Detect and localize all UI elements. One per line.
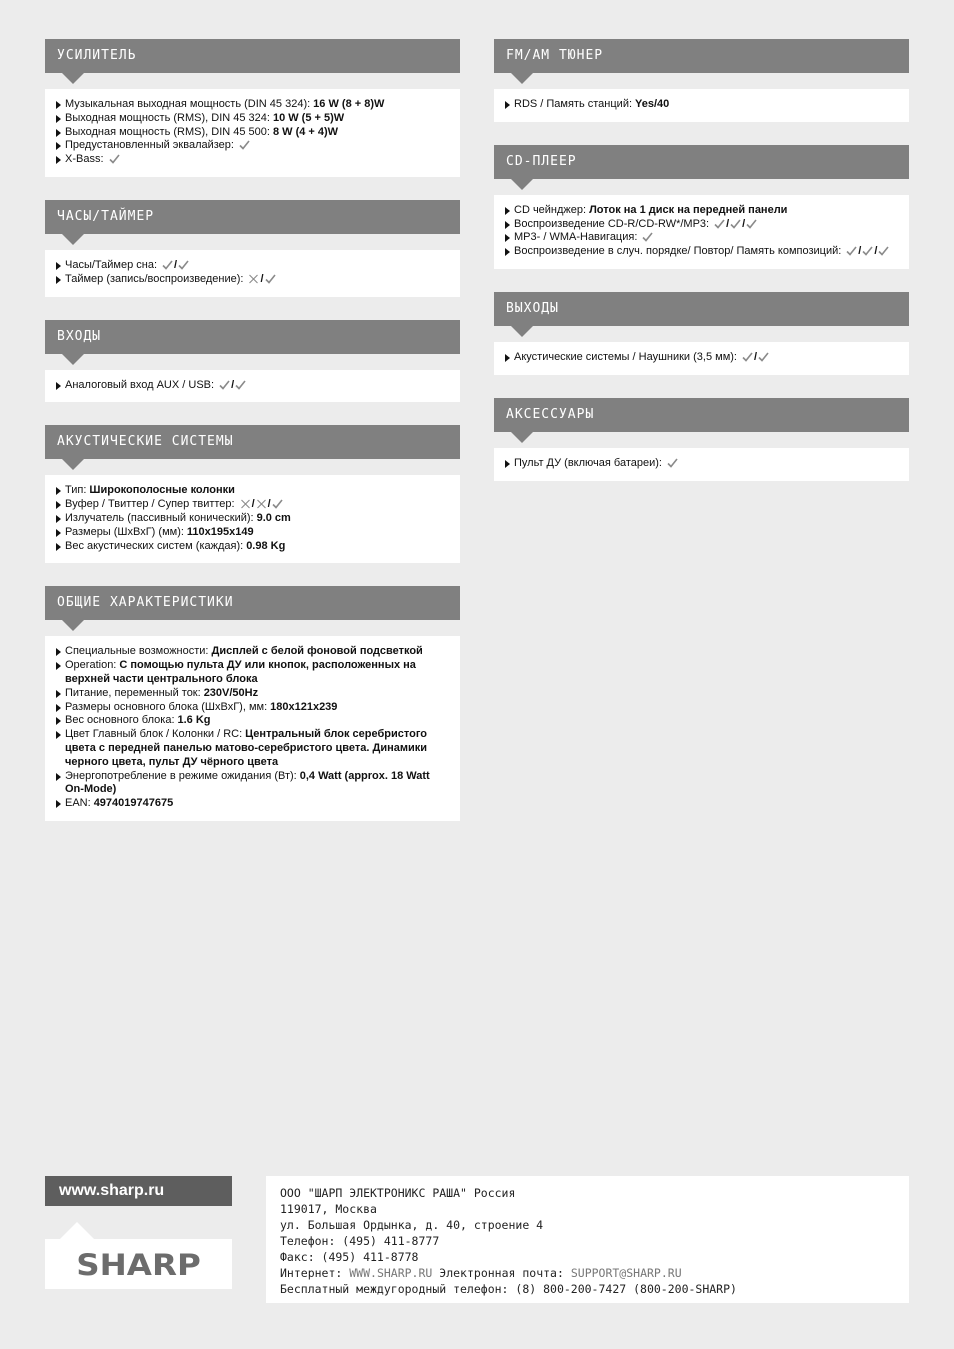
internet-link[interactable]: WWW.SHARP.RU — [349, 1266, 433, 1280]
spec-item — [55, 512, 448, 526]
spec-item — [504, 204, 897, 218]
spec-label: Выходная мощность (RMS), DIN 45 324: — [65, 111, 270, 124]
spec-symbols — [248, 273, 275, 287]
symbol-separator: / — [726, 217, 730, 230]
contact-free-phone: Бесплатный междугородный телефон: (8) 800-200-7427 (800-200-SHARP) — [280, 1282, 737, 1296]
spec-item — [55, 526, 448, 540]
spec-label: CD чейнджер: — [514, 203, 587, 216]
section-body — [45, 475, 460, 563]
symbol-separator: / — [231, 378, 235, 391]
check-icon — [878, 246, 889, 256]
check-icon — [235, 380, 246, 390]
check-icon — [178, 260, 189, 270]
spec-item — [55, 126, 448, 140]
spec-label: Размеры основного блока (ШхВхГ), мм: — [65, 700, 268, 713]
spec-label: Вес акустических систем (каждая): — [65, 539, 244, 552]
check-icon — [730, 219, 741, 229]
spec-item — [55, 273, 448, 287]
symbol-separator: / — [858, 245, 862, 258]
email-label: Электронная почта: — [439, 1266, 564, 1280]
section-body — [494, 89, 909, 122]
spec-section — [45, 320, 460, 403]
spec-label: Музыкальная выходная мощность (DIN 45 324): — [65, 98, 311, 110]
check-icon — [219, 380, 230, 390]
spec-item — [55, 701, 448, 715]
spec-value: Дисплей с белой фоновой подсветкой — [211, 645, 423, 658]
section-body — [494, 448, 909, 481]
spec-label: Тип: — [65, 484, 87, 497]
spec-symbols — [742, 351, 769, 365]
spec-symbols — [219, 379, 246, 393]
spec-section — [45, 586, 460, 821]
spec-section — [45, 425, 460, 563]
website-link[interactable]: www.sharp.ru — [59, 1182, 165, 1199]
section-title: ЧАСЫ/ТАЙМЕР — [45, 200, 460, 234]
email-link[interactable]: SUPPORT@SHARP.RU — [570, 1266, 682, 1280]
spec-item — [504, 98, 897, 112]
check-icon — [746, 219, 757, 229]
website-banner[interactable] — [45, 1176, 232, 1206]
spec-item — [504, 351, 897, 365]
spec-item — [55, 770, 448, 798]
spec-symbols — [642, 231, 653, 245]
spec-label: Излучатель (пассивный конический): — [65, 511, 254, 524]
spec-value: Лоток на 1 диск на передней панели — [589, 203, 788, 216]
contact-phone: Телефон: (495) 411-8777 — [280, 1234, 440, 1248]
spec-value: 110x195x149 — [186, 525, 254, 538]
spec-item — [55, 112, 448, 126]
check-icon — [862, 246, 873, 256]
spec-value: 16 W (8 + 8)W — [313, 98, 385, 110]
spec-label: Питание, переменный ток: — [65, 686, 201, 699]
spec-item — [55, 498, 448, 512]
section-body — [45, 89, 460, 177]
spec-label: Цвет Главный блок / Колонки / RC: — [65, 728, 243, 741]
logo-text: SHARP — [76, 1248, 201, 1282]
spec-item — [504, 457, 897, 471]
spec-label: Часы/Таймер сна: — [65, 258, 158, 271]
spec-section — [45, 39, 460, 177]
spec-symbols — [846, 245, 889, 259]
spec-item — [55, 687, 448, 701]
section-body — [494, 195, 909, 269]
section-title: АКСЕССУАРЫ — [494, 398, 909, 432]
spec-label: Воспроизведение CD-R/CD-RW*/MP3: — [514, 217, 710, 230]
spec-value: С помощью пульта ДУ или кнопок, расположенных на верхней части центрального блока — [65, 659, 416, 685]
spec-item — [55, 153, 448, 167]
spec-item — [504, 218, 897, 232]
spec-label: Вес основного блока: — [65, 714, 175, 727]
symbol-separator: / — [874, 245, 878, 258]
internet-label: Интернет: — [280, 1266, 343, 1280]
spec-label: MP3- / WMA-Навигация: — [514, 231, 638, 244]
spec-item — [55, 714, 448, 728]
spec-value: 0,4 Watt (approx. 18 Watt On-Mode) — [65, 769, 430, 796]
check-icon — [742, 352, 753, 362]
spec-value: Центральный блок серебристого цвета с передней панелью матово-серебристого цвета. Динамики черного цвета, пульт ДУ чёрного цвета — [65, 728, 428, 768]
cross-icon — [240, 499, 251, 509]
cross-icon — [256, 499, 267, 509]
spec-symbols — [240, 498, 283, 512]
check-icon — [162, 260, 173, 270]
logo-notch — [60, 1222, 94, 1239]
contact-address: ул. Большая Ордынка, д. 40, строение 4 — [280, 1218, 544, 1232]
left-column — [45, 39, 460, 844]
spec-label: Размеры (ШхВхГ) (мм): — [65, 525, 184, 538]
spec-label: Акустические системы / Наушники (3,5 мм): — [514, 350, 737, 363]
section-title: АКУСТИЧЕСКИЕ СИСТЕМЫ — [45, 425, 460, 459]
spec-value: Широкополосные колонки — [89, 484, 235, 497]
section-title: CD-ПЛЕЕР — [494, 145, 909, 179]
section-title: FM/AM ТЮНЕР — [494, 39, 909, 73]
contact-block — [266, 1176, 909, 1303]
contact-company: ООО "ШАРП ЭЛЕКТРОНИКС РАША" Россия — [280, 1186, 516, 1200]
spec-item — [55, 797, 448, 811]
spec-label: Воспроизведение в случ. порядке/ Повтор/ Память композиций: — [514, 245, 842, 258]
contact-city: 119017, Москва — [280, 1202, 377, 1216]
spec-item — [55, 484, 448, 498]
spec-item — [55, 98, 448, 112]
spec-symbols — [239, 139, 250, 153]
spec-section — [494, 39, 909, 122]
check-icon — [714, 219, 725, 229]
symbol-separator: / — [753, 350, 758, 363]
symbol-separator: / — [174, 258, 178, 271]
spec-label: Вуфер / Твиттер / Супер твиттер: — [65, 498, 235, 511]
section-title: ВХОДЫ — [45, 320, 460, 354]
check-icon — [846, 246, 857, 256]
sharp-logo — [45, 1239, 232, 1289]
spec-item — [55, 379, 448, 393]
check-icon — [239, 140, 250, 150]
spec-label: RDS / Память станций: — [514, 98, 633, 110]
check-icon — [642, 232, 653, 242]
section-body — [494, 342, 909, 375]
contact-internet-line — [280, 1265, 895, 1281]
spec-section — [494, 292, 909, 375]
spec-value: 9.0 cm — [256, 511, 291, 524]
spec-label: X-Bass: — [65, 153, 104, 166]
spec-item — [504, 245, 897, 259]
spec-item — [55, 259, 448, 273]
spec-item — [55, 139, 448, 153]
spec-item — [55, 645, 448, 659]
spec-label: Таймер (запись/воспроизведение): — [65, 272, 244, 285]
section-title: ВЫХОДЫ — [494, 292, 909, 326]
spec-symbols — [667, 457, 678, 471]
check-icon — [272, 499, 283, 509]
spec-label: Operation: — [65, 659, 117, 672]
spec-item — [55, 728, 448, 769]
spec-section — [45, 200, 460, 297]
check-icon — [667, 458, 678, 468]
spec-label: Предустановленный эквалайзер: — [65, 139, 234, 152]
spec-symbols — [714, 218, 757, 232]
spec-value: Yes/40 — [635, 98, 670, 110]
spec-label: Пульт ДУ (включая батареи): — [514, 456, 662, 469]
spec-value: 0.98 Kg — [246, 539, 286, 552]
spec-item — [504, 231, 897, 245]
spec-label: Выходная мощность (RMS), DIN 45 500: — [65, 125, 270, 138]
spec-label: Специальные возможности: — [65, 645, 209, 658]
spec-section — [494, 398, 909, 481]
spec-value: 8 W (4 + 4)W — [272, 125, 339, 138]
section-body — [45, 636, 460, 821]
spec-label: Аналоговый вход AUX / USB: — [65, 378, 215, 391]
spec-value: 1.6 Kg — [177, 714, 211, 727]
spec-symbols — [109, 153, 120, 167]
symbol-separator: / — [742, 217, 746, 230]
check-icon — [265, 274, 276, 284]
cross-icon — [248, 274, 259, 284]
check-icon — [758, 352, 769, 362]
spec-value: 230V/50Hz — [203, 686, 259, 699]
spec-label: Энергопотребление в режиме ожидания (Вт): — [65, 769, 297, 782]
spec-item — [55, 659, 448, 687]
spec-value: 180x121x239 — [270, 700, 338, 713]
symbol-separator: / — [260, 272, 264, 285]
spec-value: 10 W (5 + 5)W — [272, 111, 345, 124]
contact-fax: Факс: (495) 411-8778 — [280, 1250, 419, 1264]
section-title: УСИЛИТЕЛЬ — [45, 39, 460, 73]
section-body — [45, 370, 460, 403]
spec-symbols — [162, 259, 189, 273]
right-column — [494, 39, 909, 504]
section-body — [45, 250, 460, 297]
spec-label: EAN: — [65, 797, 91, 810]
symbol-separator: / — [251, 498, 255, 511]
section-title: ОБЩИЕ ХАРАКТЕРИСТИКИ — [45, 586, 460, 620]
spec-value: 4974019747675 — [93, 797, 174, 810]
check-icon — [109, 154, 120, 164]
spec-section — [494, 145, 909, 269]
spec-item — [55, 540, 448, 554]
symbol-separator: / — [267, 498, 271, 511]
